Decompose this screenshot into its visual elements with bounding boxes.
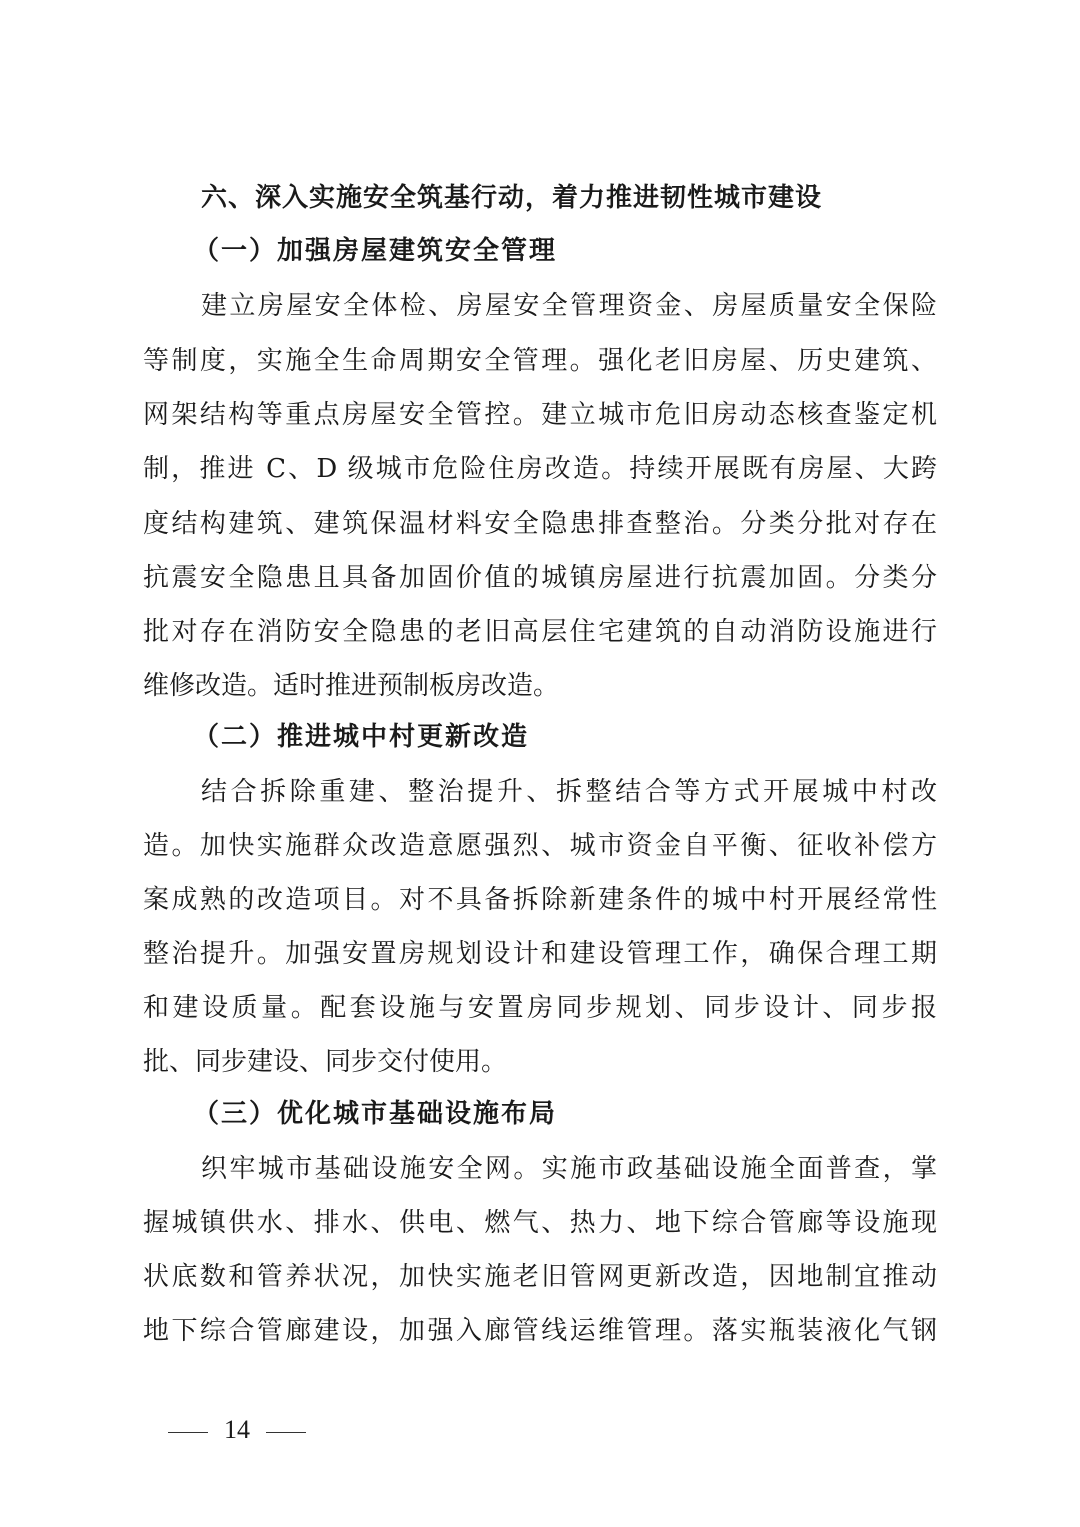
paragraph-line: 维修改造。适时推进预制板房改造。	[143, 671, 560, 701]
paragraph-line: 网架结构等重点房屋安全管控。建立城市危旧房动态核查鉴定机	[143, 400, 937, 430]
paragraph-line: 织牢城市基础设施安全网。实施市政基础设施全面普查，掌	[201, 1154, 937, 1184]
paragraph-line: 造。加快实施群众改造意愿强烈、城市资金自平衡、征收补偿方	[143, 831, 937, 861]
paragraph-line: 批、同步建设、同步交付使用。	[143, 1047, 508, 1077]
page-number-value: 14	[224, 1415, 250, 1444]
paragraph-line: 和建设质量。配套设施与安置房同步规划、同步设计、同步报	[143, 993, 937, 1023]
paragraph-line: 度结构建筑、建筑保温材料安全隐患排查整治。分类分批对存在	[143, 509, 937, 539]
paragraph-line: 建立房屋安全体检、房屋安全管理资金、房屋质量安全保险	[201, 291, 937, 321]
subsection-heading-2: （二）推进城中村更新改造	[193, 722, 530, 752]
paragraph-line: 状底数和管养状况，加快实施老旧管网更新改造，因地制宜推动	[143, 1262, 937, 1292]
paragraph-line: 案成熟的改造项目。对不具备拆除新建条件的城中村开展经常性	[143, 885, 937, 915]
paragraph-line: 制，推进 C、D 级城市危险住房改造。持续开展既有房屋、大跨	[143, 454, 937, 484]
subsection-heading-3: （三）优化城市基础设施布局	[193, 1099, 558, 1129]
paragraph-line: 地下综合管廊建设，加强入廊管线运维管理。落实瓶装液化气钢	[143, 1316, 937, 1346]
paragraph-line: 批对存在消防安全隐患的老旧高层住宅建筑的自动消防设施进行	[143, 617, 937, 647]
paragraph-line: 等制度，实施全生命周期安全管理。强化老旧房屋、历史建筑、	[143, 346, 937, 376]
paragraph-line: 握城镇供水、排水、供电、燃气、热力、地下综合管廊等设施现	[143, 1208, 937, 1238]
paragraph-line: 结合拆除重建、整治提升、拆整结合等方式开展城中村改	[201, 777, 937, 807]
subsection-heading-1: （一）加强房屋建筑安全管理	[193, 236, 558, 266]
paragraph-line: 整治提升。加强安置房规划设计和建设管理工作，确保合理工期	[143, 939, 937, 969]
page-number	[168, 1410, 306, 1450]
page-number-dash-right	[266, 1432, 306, 1433]
section-heading: 六、深入实施安全筑基行动，着力推进韧性城市建设	[201, 183, 823, 213]
paragraph-line: 抗震安全隐患且具备加固价值的城镇房屋进行抗震加固。分类分	[143, 563, 937, 593]
page-number-dash-left	[168, 1432, 208, 1433]
